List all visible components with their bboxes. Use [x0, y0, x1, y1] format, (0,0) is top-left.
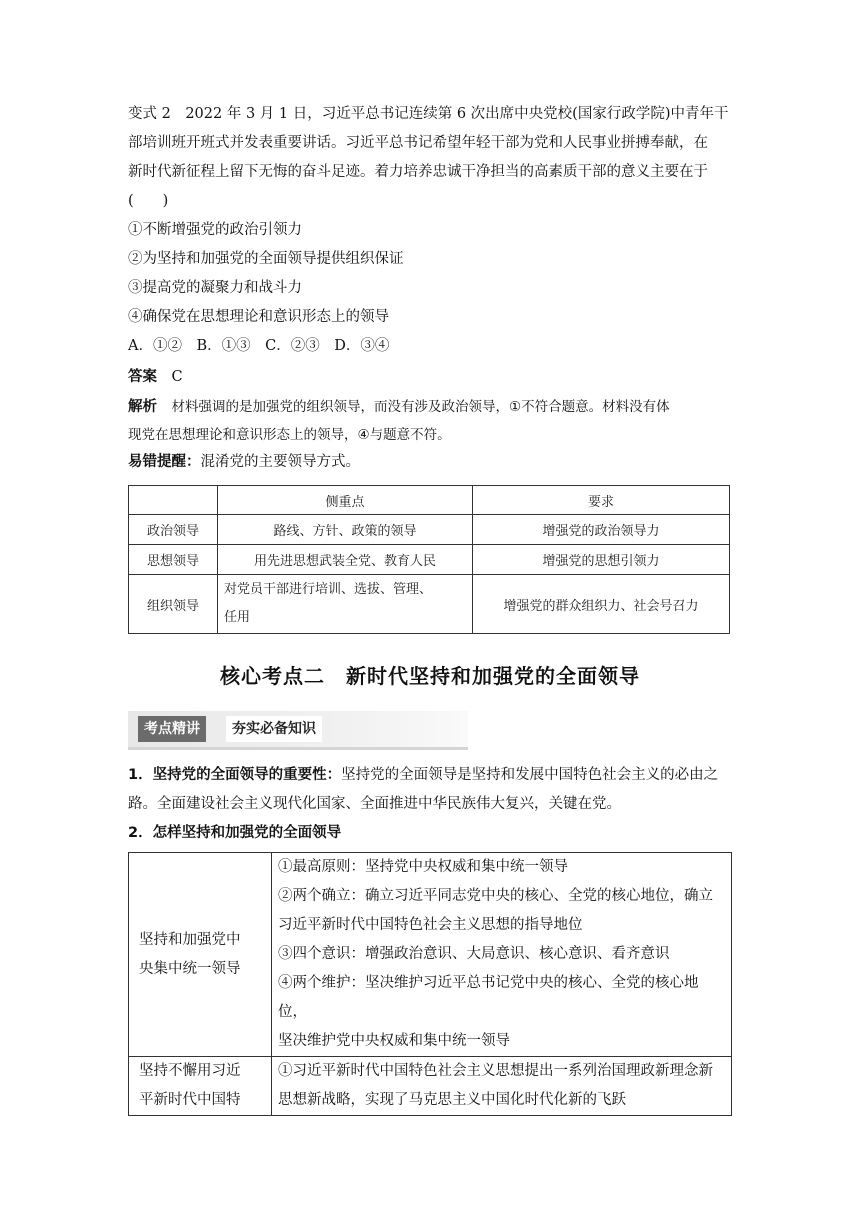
analysis-label: 解析: [128, 399, 157, 415]
table-row: [129, 515, 730, 545]
question-stem-line: 部培训班开班式并发表重要讲话。习近平总书记希望年轻干部为党和人民事业拼搏奉献，在: [128, 135, 708, 151]
table-cell-line: 坚持不懈用习近: [139, 1063, 241, 1079]
point-2-heading: 2．怎样坚持和加强党的全面领导: [128, 825, 342, 841]
table-cell: 增强党的思想引领力: [473, 545, 730, 575]
analysis-line: [128, 394, 732, 420]
leadership-compare-table: [128, 485, 730, 634]
table-cell: 用先进思想武装全党、教育人民: [218, 545, 473, 575]
table-cell-line: 对党员干部进行培训、选拔、管理、: [224, 582, 433, 597]
table-cell-line: 平新时代中国特: [139, 1092, 241, 1108]
table-header-cell: 侧重点: [218, 486, 473, 515]
point-1-text: 坚持党的全面领导是坚持和发展中国特色社会主义的必由之: [341, 767, 719, 783]
question-stem-line: ( ): [128, 193, 169, 209]
point-1-label: 1．坚持党的全面领导的重要性：: [128, 767, 342, 783]
how-to-table: [128, 852, 732, 1116]
analysis-text: 现党在思想理论和意识形态上的领导，④与题意不符。: [128, 427, 451, 443]
tip-text: 混淆党的主要领导方式。: [200, 454, 360, 470]
table-cell: 增强党的群众组织力、社会号召力: [473, 575, 730, 634]
table-cell-line: 坚决维护党中央权威和集中统一领导: [278, 1033, 510, 1049]
table-cell: [129, 1057, 272, 1116]
table-cell-line: 习近平新时代中国特色社会主义思想的指导地位: [278, 917, 583, 933]
answer-choices: A．①② B．①③ C．②③ D．③④: [128, 338, 390, 354]
table-cell-line: ②两个确立：确立习近平同志党中央的核心、全党的核心地位，确立: [278, 888, 713, 904]
table-cell-line: ①习近平新时代中国特色社会主义思想提出一系列治国理政新理念新: [278, 1063, 713, 1079]
table-row: [129, 853, 732, 1057]
section-banner: [128, 711, 468, 747]
point-1: [128, 761, 732, 790]
table-header-cell: 要求: [473, 486, 730, 515]
question-stem-line: 新时代新征程上留下无悔的奋斗足迹。着力培养忠诚干净担当的高素质干部的意义主要在于: [128, 164, 708, 180]
table-cell: [272, 1057, 732, 1116]
table-header-cell: [129, 486, 218, 515]
option-item: ④确保党在思想理论和意识形态上的领导: [128, 309, 389, 325]
table-header-row: [129, 486, 730, 515]
section-title: 核心考点二 新时代坚持和加强党的全面领导: [220, 664, 640, 688]
answer-line: [128, 363, 732, 392]
point-1-continued: 路。全面建设社会主义现代化国家、全面推进中华民族伟大复兴，关键在党。: [128, 796, 621, 812]
table-cell-line: 坚持和加强党中: [139, 931, 241, 948]
table-cell: 组织领导: [129, 575, 218, 634]
table-row: [129, 545, 730, 575]
option-item: ②为坚持和加强党的全面领导提供组织保证: [128, 251, 404, 267]
analysis-text: 材料强调的是加强党的组织领导，而没有涉及政治领导，①不符合题意。材料没有体: [171, 399, 670, 415]
table-row: [129, 575, 730, 634]
table-cell: [129, 853, 272, 1057]
table-cell-line: ③四个意识：增强政治意识、大局意识、核心意识、看齐意识: [278, 946, 670, 962]
table-cell-line: 思想新战略，实现了马克思主义中国化时代化新的飞跃: [278, 1092, 626, 1108]
table-cell-line: ④两个维护：坚决维护习近平总书记党中央的核心、全党的核心地位，: [278, 975, 699, 1020]
key-points: [128, 761, 732, 848]
table-cell: [218, 575, 473, 634]
table-cell-line: 央集中统一领导: [139, 960, 241, 977]
option-item: ③提高党的凝聚力和战斗力: [128, 280, 302, 296]
document-page: [128, 100, 732, 1116]
answer-label: 答案: [128, 369, 157, 385]
table-cell: 增强党的政治领导力: [473, 515, 730, 545]
table-cell: 路线、方针、政策的领导: [218, 515, 473, 545]
question-block: [128, 100, 732, 477]
table-cell: [272, 853, 732, 1057]
banner-tag: 考点精讲: [138, 716, 206, 742]
table-cell: 思想领导: [129, 545, 218, 575]
answer-value: C: [171, 369, 183, 385]
table-row: [129, 1057, 732, 1116]
table-cell-line: 任用: [224, 610, 251, 625]
option-item: ①不断增强党的政治引领力: [128, 222, 302, 238]
tip-line: [128, 448, 732, 477]
question-stem-line: 变式 2 2022 年 3 月 1 日，习近平总书记连续第 6 次出席中央党校(国家行政学院)中青年干: [128, 106, 729, 122]
banner-subtitle: 夯实必备知识: [226, 716, 322, 742]
table-cell-line: ①最高原则：坚持党中央权威和集中统一领导: [278, 859, 568, 875]
tip-label: 易错提醒：: [128, 454, 201, 470]
table-cell: 政治领导: [129, 515, 218, 545]
